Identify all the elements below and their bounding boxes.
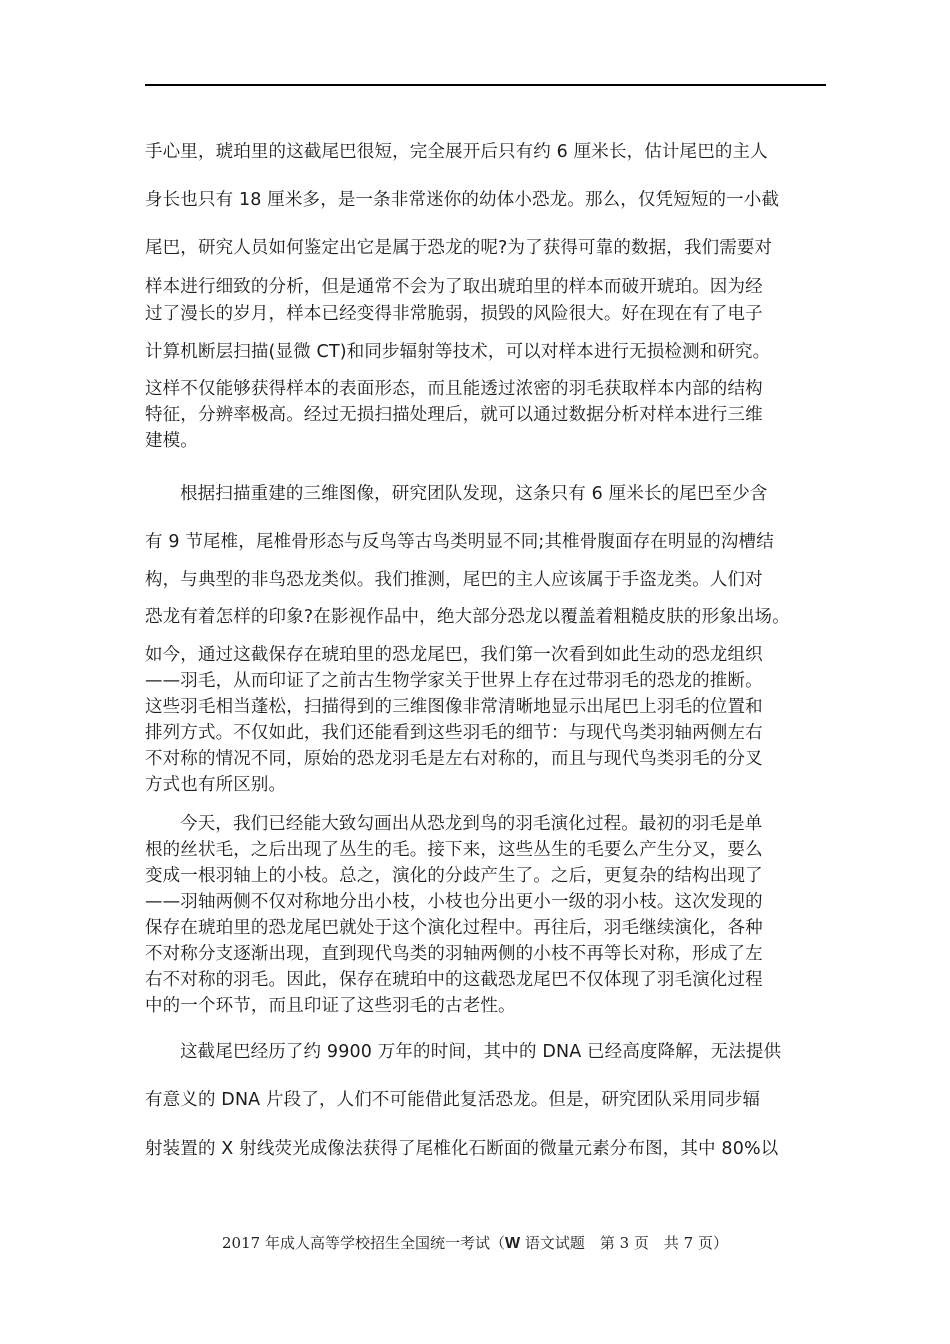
- text-line: 右不对称的羽毛。因此，保存在琥珀中的这截恐龙尾巴不仅体现了羽毛演化过程: [145, 970, 763, 990]
- text-line: 这截尾巴经历了约 9900 万年的时间，其中的 DNA 已经高度降解，无法提供: [180, 1042, 782, 1062]
- page-footer: [0, 1233, 950, 1254]
- text-line: 过了漫长的岁月，样本已经变得非常脆弱，损毁的风险很大。好在现在有了电子: [145, 304, 763, 324]
- header-rule: [145, 84, 826, 86]
- text-line: 中的一个环节，而且印证了这些羽毛的古老性。: [145, 996, 516, 1016]
- text-line: 这样不仅能够获得样本的表面形态，而且能透过浓密的羽毛获取样本内部的结构: [145, 379, 763, 399]
- footer-mark: W: [504, 1235, 521, 1252]
- text-line: 特征，分辨率极高。经过无损扫描处理后，就可以通过数据分析对样本进行三维: [145, 405, 763, 425]
- text-line: 根据扫描重建的三维图像，研究团队发现，这条只有 6 厘米长的尾巴至少含: [180, 484, 768, 504]
- text-line: 保存在琥珀里的恐龙尾巴就处于这个演化过程中。再往后，羽毛继续演化，各种: [145, 918, 763, 938]
- text-line: 排列方式。不仅如此，我们还能看到这些羽毛的细节：与现代鸟类羽轴两侧左右: [145, 723, 763, 743]
- text-line: 恐龙有着怎样的印象?在影视作品中，绝大部分恐龙以覆盖着粗糙皮肤的形象出场。: [145, 607, 790, 627]
- text-line: 样本进行细致的分析，但是通常不会为了取出琥珀里的样本而破开琥珀。因为经: [145, 277, 763, 297]
- text-line: 建模。: [145, 431, 198, 451]
- text-line: 如今，通过这截保存在琥珀里的恐龙尾巴，我们第一次看到如此生动的恐龙组织: [145, 645, 763, 665]
- text-line: 身长也只有 18 厘米多，是一条非常迷你的幼体小恐龙。那么，仅凭短短的一小截: [145, 190, 780, 210]
- text-line: 今天，我们已经能大致勾画出从恐龙到鸟的羽毛演化过程。最初的羽毛是单: [180, 814, 763, 834]
- text-line: ——羽轴两侧不仅对称地分出小枝，小枝也分出更小一级的羽小枝。这次发现的: [145, 892, 763, 912]
- text-line: 这些羽毛相当蓬松，扫描得到的三维图像非常清晰地显示出尾巴上羽毛的位置和: [145, 697, 763, 717]
- text-line: 变成一根羽轴上的小枝。总之，演化的分歧产生了。之后，更复杂的结构出现了: [145, 866, 763, 886]
- text-line: 有 9 节尾椎，尾椎骨形态与反鸟等古鸟类明显不同;其椎骨腹面存在明显的沟槽结: [145, 532, 774, 552]
- footer-page-info: 语文试题 第 3 页 共 7 页）: [520, 1234, 728, 1252]
- text-line: 根的丝状毛，之后出现了丛生的毛。接下来，这些丛生的毛要么产生分叉，要么: [145, 840, 763, 860]
- footer-exam-title: 2017 年成人高等学校招生全国统一考试（: [222, 1234, 505, 1252]
- text-line: 尾巴，研究人员如何鉴定出它是属于恐龙的呢?为了获得可靠的数据，我们需要对: [145, 238, 773, 258]
- text-line: 计算机断层扫描(显微 CT)和同步辐射等技术，可以对样本进行无损检测和研究。: [145, 342, 771, 362]
- text-line: 射装置的 X 射线荧光成像法获得了尾椎化石断面的微量元素分布图，其中 80%以: [145, 1139, 779, 1159]
- text-line: 方式也有所区别。: [145, 775, 287, 795]
- text-line: 不对称的情况不同，原始的恐龙羽毛是左右对称的，而且与现代鸟类羽毛的分叉: [145, 749, 763, 769]
- text-line: 手心里，琥珀里的这截尾巴很短，完全展开后只有约 6 厘米长，估计尾巴的主人: [145, 142, 768, 162]
- text-line: 不对称分支逐渐出现，直到现代鸟类的羽轴两侧的小枝不再等长对称，形成了左: [145, 944, 763, 964]
- text-line: 有意义的 DNA 片段了，人们不可能借此复活恐龙。但是，研究团队采用同步辐: [145, 1090, 761, 1110]
- text-line: ——羽毛，从而印证了之前古生物学家关于世界上存在过带羽毛的恐龙的推断。: [145, 671, 763, 691]
- text-line: 构，与典型的非鸟恐龙类似。我们推测，尾巴的主人应该属于手盗龙类。人们对: [145, 570, 763, 590]
